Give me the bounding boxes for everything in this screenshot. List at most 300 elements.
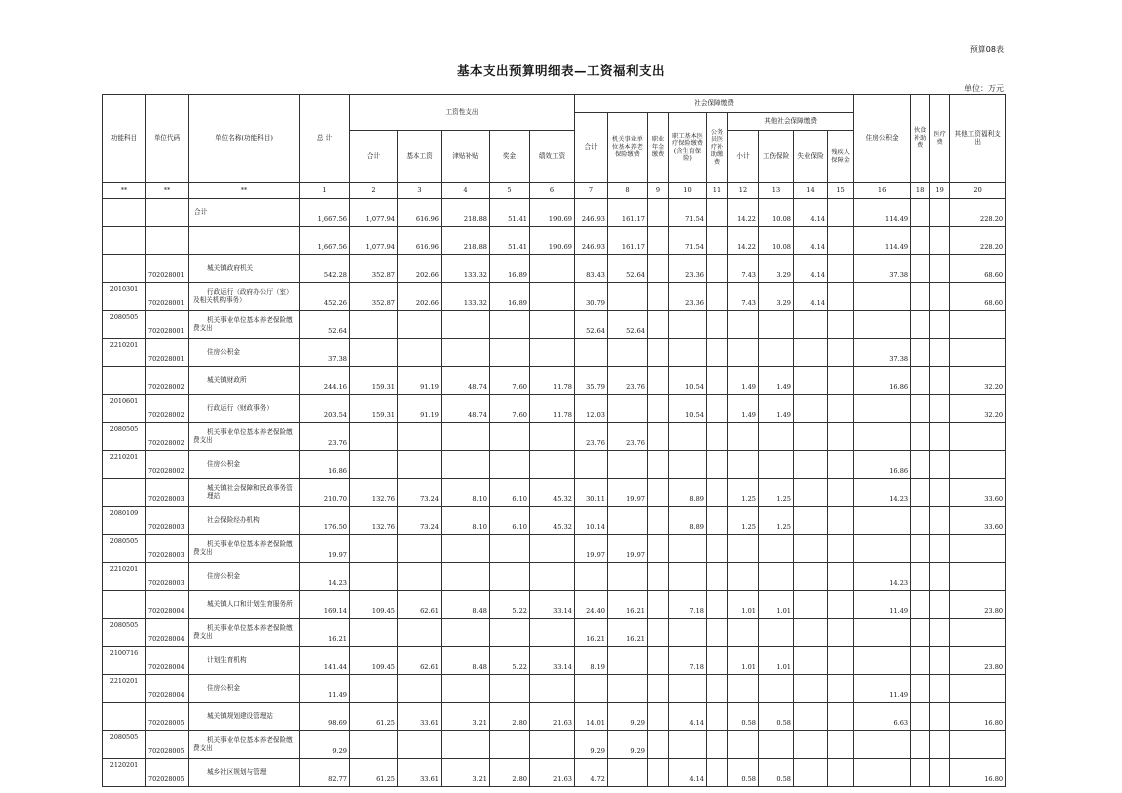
value-cell: 68.60 xyxy=(950,255,1006,283)
header-meal: 伙食补助费 xyxy=(911,95,930,183)
value-cell: 132.76 xyxy=(350,479,398,507)
function-code-cell xyxy=(103,227,146,255)
unit-name-cell: 住房公积金 xyxy=(189,675,300,703)
value-cell xyxy=(707,703,728,731)
value-cell xyxy=(442,535,490,563)
value-cell: 14.22 xyxy=(728,227,759,255)
value-cell: 21.63 xyxy=(530,703,575,731)
value-cell: 16.80 xyxy=(950,759,1006,787)
table-row xyxy=(103,647,1006,675)
value-cell: 5.22 xyxy=(490,591,530,619)
value-cell xyxy=(575,339,608,367)
value-cell xyxy=(648,619,669,647)
value-cell xyxy=(669,311,707,339)
value-cell xyxy=(828,507,854,535)
value-cell: 62.61 xyxy=(398,591,442,619)
value-cell xyxy=(648,227,669,255)
value-cell: 228.20 xyxy=(950,227,1006,255)
value-cell xyxy=(398,535,442,563)
value-cell xyxy=(530,255,575,283)
value-cell: 33.61 xyxy=(398,703,442,731)
value-cell: 7.43 xyxy=(728,283,759,311)
value-cell xyxy=(911,675,930,703)
value-cell xyxy=(759,311,794,339)
value-cell: 52.64 xyxy=(608,255,648,283)
index-cell: 7 xyxy=(575,183,608,199)
value-cell xyxy=(530,451,575,479)
header-medical: 医疗费 xyxy=(930,95,950,183)
value-cell xyxy=(854,647,911,675)
value-cell xyxy=(828,339,854,367)
value-cell xyxy=(911,423,930,451)
table-row xyxy=(103,507,1006,535)
value-cell: 19.97 xyxy=(300,535,350,563)
value-cell: 3.29 xyxy=(759,255,794,283)
function-code-cell: 2210201 xyxy=(103,339,146,367)
value-cell: 98.69 xyxy=(300,703,350,731)
value-cell: 203.54 xyxy=(300,395,350,423)
header-total: 总 计 xyxy=(300,95,350,183)
unit-name-cell: 城关镇政府机关 xyxy=(189,255,300,283)
value-cell xyxy=(707,395,728,423)
value-cell xyxy=(442,311,490,339)
value-cell xyxy=(911,703,930,731)
value-cell xyxy=(794,423,828,451)
unit-code-cell: 702028002 xyxy=(146,451,189,479)
value-cell: 73.24 xyxy=(398,507,442,535)
value-cell xyxy=(398,451,442,479)
value-cell: 141.44 xyxy=(300,647,350,675)
table-number: 预算08表 xyxy=(969,45,1004,54)
value-cell xyxy=(950,731,1006,759)
unit-code-cell: 702028001 xyxy=(146,283,189,311)
value-cell xyxy=(669,423,707,451)
value-cell xyxy=(911,647,930,675)
value-cell xyxy=(828,619,854,647)
value-cell xyxy=(828,227,854,255)
value-cell: 8.19 xyxy=(575,647,608,675)
value-cell: 352.87 xyxy=(350,255,398,283)
value-cell: 3.21 xyxy=(442,759,490,787)
value-cell xyxy=(648,647,669,675)
value-cell: 2.80 xyxy=(490,759,530,787)
value-cell: 14.22 xyxy=(728,199,759,227)
value-cell: 1,077.94 xyxy=(350,199,398,227)
function-code-cell: 2210201 xyxy=(103,451,146,479)
header-os-disabled: 残疾人保障金 xyxy=(828,131,854,183)
index-cell: 8 xyxy=(608,183,648,199)
value-cell xyxy=(911,367,930,395)
value-cell: 190.69 xyxy=(530,199,575,227)
value-cell: 0.58 xyxy=(728,759,759,787)
value-cell: 7.43 xyxy=(728,255,759,283)
value-cell: 3.29 xyxy=(759,283,794,311)
value-cell xyxy=(530,731,575,759)
value-cell: 23.76 xyxy=(608,367,648,395)
value-cell: 159.31 xyxy=(350,395,398,423)
value-cell: 1.01 xyxy=(759,647,794,675)
value-cell: 3.21 xyxy=(442,703,490,731)
value-cell xyxy=(707,367,728,395)
value-cell xyxy=(442,451,490,479)
value-cell xyxy=(930,619,950,647)
value-cell xyxy=(794,367,828,395)
value-cell xyxy=(530,535,575,563)
value-cell: 37.38 xyxy=(854,339,911,367)
value-cell xyxy=(728,423,759,451)
value-cell: 61.25 xyxy=(350,759,398,787)
index-cell: 3 xyxy=(398,183,442,199)
value-cell xyxy=(530,283,575,311)
value-cell xyxy=(911,619,930,647)
value-cell xyxy=(911,591,930,619)
value-cell xyxy=(911,731,930,759)
unit-label: 单位：万元 xyxy=(964,84,1004,93)
table-row xyxy=(103,479,1006,507)
value-cell: 4.14 xyxy=(794,227,828,255)
value-cell xyxy=(669,563,707,591)
value-cell xyxy=(669,731,707,759)
function-code-cell xyxy=(103,703,146,731)
value-cell: 9.29 xyxy=(575,731,608,759)
value-cell xyxy=(950,619,1006,647)
value-cell xyxy=(911,451,930,479)
index-row xyxy=(103,183,1006,199)
header-social-group: 社会保障缴费 xyxy=(575,95,854,113)
value-cell xyxy=(707,283,728,311)
value-cell xyxy=(794,731,828,759)
value-cell xyxy=(759,339,794,367)
value-cell xyxy=(854,535,911,563)
value-cell: 114.49 xyxy=(854,199,911,227)
value-cell: 1.01 xyxy=(728,591,759,619)
value-cell: 9.29 xyxy=(608,703,648,731)
value-cell: 48.74 xyxy=(442,395,490,423)
value-cell: 37.38 xyxy=(854,255,911,283)
value-cell: 542.28 xyxy=(300,255,350,283)
function-code-cell: 2080505 xyxy=(103,619,146,647)
value-cell xyxy=(950,563,1006,591)
function-code-cell: 2080505 xyxy=(103,731,146,759)
value-cell xyxy=(398,311,442,339)
value-cell xyxy=(911,283,930,311)
value-cell xyxy=(794,395,828,423)
value-cell xyxy=(854,619,911,647)
value-cell: 82.77 xyxy=(300,759,350,787)
value-cell xyxy=(350,731,398,759)
value-cell xyxy=(828,703,854,731)
header-ss-civil: 公务员医疗补助缴费 xyxy=(707,113,728,183)
value-cell xyxy=(648,395,669,423)
value-cell xyxy=(759,451,794,479)
value-cell xyxy=(930,731,950,759)
value-cell: 83.43 xyxy=(575,255,608,283)
value-cell xyxy=(707,339,728,367)
value-cell: 11.78 xyxy=(530,367,575,395)
header-name: 单位名称(功能科目) xyxy=(189,95,300,183)
value-cell: 161.17 xyxy=(608,199,648,227)
value-cell xyxy=(648,199,669,227)
value-cell xyxy=(930,367,950,395)
table-row xyxy=(103,311,1006,339)
value-cell xyxy=(350,675,398,703)
unit-name-cell: 住房公积金 xyxy=(189,563,300,591)
value-cell xyxy=(930,563,950,591)
unit-code-cell: 702028002 xyxy=(146,423,189,451)
value-cell: 114.49 xyxy=(854,227,911,255)
value-cell xyxy=(648,479,669,507)
value-cell: 202.66 xyxy=(398,283,442,311)
value-cell xyxy=(648,339,669,367)
value-cell xyxy=(707,199,728,227)
value-cell: 228.20 xyxy=(950,199,1006,227)
header-other-social: 其他社会保障缴费 xyxy=(728,113,854,131)
value-cell: 19.97 xyxy=(608,479,648,507)
value-cell: 52.64 xyxy=(300,311,350,339)
value-cell xyxy=(442,619,490,647)
unit-code-cell: 702028003 xyxy=(146,479,189,507)
value-cell: 52.64 xyxy=(575,311,608,339)
value-cell: 4.14 xyxy=(794,199,828,227)
unit-code-cell: 702028001 xyxy=(146,255,189,283)
table-row xyxy=(103,535,1006,563)
value-cell xyxy=(648,759,669,787)
value-cell: 14.23 xyxy=(300,563,350,591)
header-s-total: 合计 xyxy=(350,131,398,183)
value-cell xyxy=(911,227,930,255)
value-cell xyxy=(930,311,950,339)
value-cell xyxy=(608,395,648,423)
value-cell: 9.29 xyxy=(300,731,350,759)
value-cell xyxy=(530,619,575,647)
value-cell: 7.18 xyxy=(669,591,707,619)
value-cell: 16.21 xyxy=(608,591,648,619)
value-cell: 11.49 xyxy=(854,675,911,703)
value-cell xyxy=(707,563,728,591)
value-cell xyxy=(911,395,930,423)
value-cell xyxy=(530,339,575,367)
value-cell: 19.97 xyxy=(575,535,608,563)
value-cell xyxy=(398,619,442,647)
value-cell xyxy=(490,535,530,563)
unit-name-cell: 行政运行（政府办公厅（室）及相关机构事务） xyxy=(189,283,300,311)
value-cell xyxy=(442,731,490,759)
value-cell xyxy=(828,647,854,675)
value-cell xyxy=(648,283,669,311)
value-cell: 109.45 xyxy=(350,591,398,619)
value-cell xyxy=(728,731,759,759)
index-cell: 1 xyxy=(300,183,350,199)
value-cell: 23.76 xyxy=(575,423,608,451)
value-cell xyxy=(794,339,828,367)
value-cell: 1.49 xyxy=(759,395,794,423)
value-cell: 35.79 xyxy=(575,367,608,395)
unit-name-cell: 机关事业单位基本养老保险缴费支出 xyxy=(189,535,300,563)
value-cell xyxy=(648,591,669,619)
table-row xyxy=(103,423,1006,451)
value-cell xyxy=(950,451,1006,479)
value-cell xyxy=(575,675,608,703)
unit-code-cell: 702028004 xyxy=(146,647,189,675)
value-cell xyxy=(648,731,669,759)
value-cell xyxy=(930,451,950,479)
value-cell: 1.25 xyxy=(759,507,794,535)
function-code-cell: 2100716 xyxy=(103,647,146,675)
value-cell xyxy=(442,563,490,591)
value-cell xyxy=(707,731,728,759)
value-cell: 6.63 xyxy=(854,703,911,731)
value-cell: 45.32 xyxy=(530,507,575,535)
value-cell xyxy=(828,675,854,703)
function-code-cell: 2210201 xyxy=(103,563,146,591)
index-cell: 16 xyxy=(854,183,911,199)
value-cell xyxy=(490,339,530,367)
unit-code-cell: 702028001 xyxy=(146,311,189,339)
unit-name-cell: 城关镇财政所 xyxy=(189,367,300,395)
value-cell: 16.21 xyxy=(575,619,608,647)
value-cell xyxy=(794,535,828,563)
value-cell xyxy=(930,535,950,563)
value-cell xyxy=(669,619,707,647)
table-row xyxy=(103,367,1006,395)
value-cell xyxy=(930,199,950,227)
value-cell: 23.36 xyxy=(669,283,707,311)
index-cell: 10 xyxy=(669,183,707,199)
value-cell xyxy=(930,227,950,255)
value-cell xyxy=(530,311,575,339)
table-row xyxy=(103,591,1006,619)
value-cell: 11.49 xyxy=(854,591,911,619)
value-cell: 24.40 xyxy=(575,591,608,619)
value-cell: 32.20 xyxy=(950,367,1006,395)
unit-name-cell: 城乡社区规划与管理 xyxy=(189,759,300,787)
header-s-performance: 绩效工资 xyxy=(530,131,575,183)
value-cell xyxy=(728,451,759,479)
value-cell xyxy=(530,675,575,703)
value-cell: 23.80 xyxy=(950,647,1006,675)
value-cell: 9.29 xyxy=(608,731,648,759)
value-cell xyxy=(648,703,669,731)
value-cell: 1.25 xyxy=(759,479,794,507)
value-cell xyxy=(648,367,669,395)
table-row xyxy=(103,227,1006,255)
header-ss-annuity: 职业年金缴费 xyxy=(648,113,669,183)
value-cell xyxy=(794,479,828,507)
index-cell: 4 xyxy=(442,183,490,199)
value-cell: 7.18 xyxy=(669,647,707,675)
value-cell: 8.89 xyxy=(669,479,707,507)
value-cell: 61.25 xyxy=(350,703,398,731)
function-code-cell: 2080109 xyxy=(103,507,146,535)
value-cell xyxy=(669,339,707,367)
function-code-cell xyxy=(103,591,146,619)
value-cell: 0.58 xyxy=(728,703,759,731)
value-cell: 10.14 xyxy=(575,507,608,535)
value-cell: 169.14 xyxy=(300,591,350,619)
unit-name-cell: 城关镇规划建设管理站 xyxy=(189,703,300,731)
value-cell xyxy=(930,479,950,507)
value-cell: 202.66 xyxy=(398,255,442,283)
value-cell xyxy=(648,563,669,591)
unit-name-cell: 机关事业单位基本养老保险缴费支出 xyxy=(189,311,300,339)
function-code-cell xyxy=(103,479,146,507)
value-cell xyxy=(794,647,828,675)
value-cell: 8.10 xyxy=(442,507,490,535)
unit-name-cell: 计划生育机构 xyxy=(189,647,300,675)
value-cell: 159.31 xyxy=(350,367,398,395)
value-cell xyxy=(728,535,759,563)
value-cell xyxy=(759,675,794,703)
value-cell: 91.19 xyxy=(398,367,442,395)
value-cell xyxy=(707,535,728,563)
value-cell: 51.41 xyxy=(490,227,530,255)
value-cell xyxy=(854,423,911,451)
value-cell xyxy=(828,591,854,619)
value-cell xyxy=(930,759,950,787)
value-cell xyxy=(707,507,728,535)
value-cell xyxy=(794,451,828,479)
value-cell xyxy=(854,731,911,759)
function-code-cell: 2120201 xyxy=(103,759,146,787)
value-cell: 33.60 xyxy=(950,507,1006,535)
value-cell: 16.80 xyxy=(950,703,1006,731)
value-cell: 1,077.94 xyxy=(350,227,398,255)
value-cell xyxy=(828,451,854,479)
value-cell xyxy=(911,563,930,591)
value-cell xyxy=(707,647,728,675)
value-cell xyxy=(794,507,828,535)
value-cell: 16.86 xyxy=(300,451,350,479)
function-code-cell: 2210201 xyxy=(103,675,146,703)
unit-code-cell: 702028003 xyxy=(146,563,189,591)
value-cell: 16.86 xyxy=(854,367,911,395)
value-cell: 33.60 xyxy=(950,479,1006,507)
value-cell: 37.38 xyxy=(300,339,350,367)
header-s-bonus: 奖金 xyxy=(490,131,530,183)
unit-code-cell: 702028004 xyxy=(146,591,189,619)
value-cell xyxy=(648,423,669,451)
value-cell: 51.41 xyxy=(490,199,530,227)
value-cell xyxy=(490,619,530,647)
function-code-cell: 2080505 xyxy=(103,535,146,563)
value-cell xyxy=(854,311,911,339)
unit-code-cell: 702028001 xyxy=(146,339,189,367)
value-cell xyxy=(911,255,930,283)
value-cell xyxy=(350,619,398,647)
value-cell: 73.24 xyxy=(398,479,442,507)
budget-table xyxy=(102,94,1006,787)
value-cell xyxy=(950,311,1006,339)
value-cell: 190.69 xyxy=(530,227,575,255)
unit-name-cell: 机关事业单位基本养老保险缴费支出 xyxy=(189,423,300,451)
value-cell: 62.61 xyxy=(398,647,442,675)
value-cell xyxy=(930,339,950,367)
value-cell: 7.60 xyxy=(490,395,530,423)
value-cell xyxy=(707,423,728,451)
value-cell xyxy=(828,199,854,227)
value-cell xyxy=(608,647,648,675)
table-row xyxy=(103,759,1006,787)
value-cell xyxy=(608,759,648,787)
value-cell xyxy=(794,703,828,731)
value-cell xyxy=(930,591,950,619)
value-cell: 12.03 xyxy=(575,395,608,423)
value-cell xyxy=(828,479,854,507)
value-cell: 1,667.56 xyxy=(300,227,350,255)
value-cell xyxy=(930,507,950,535)
index-cell: 18 xyxy=(911,183,930,199)
header-housing: 住房公积金 xyxy=(854,95,911,183)
